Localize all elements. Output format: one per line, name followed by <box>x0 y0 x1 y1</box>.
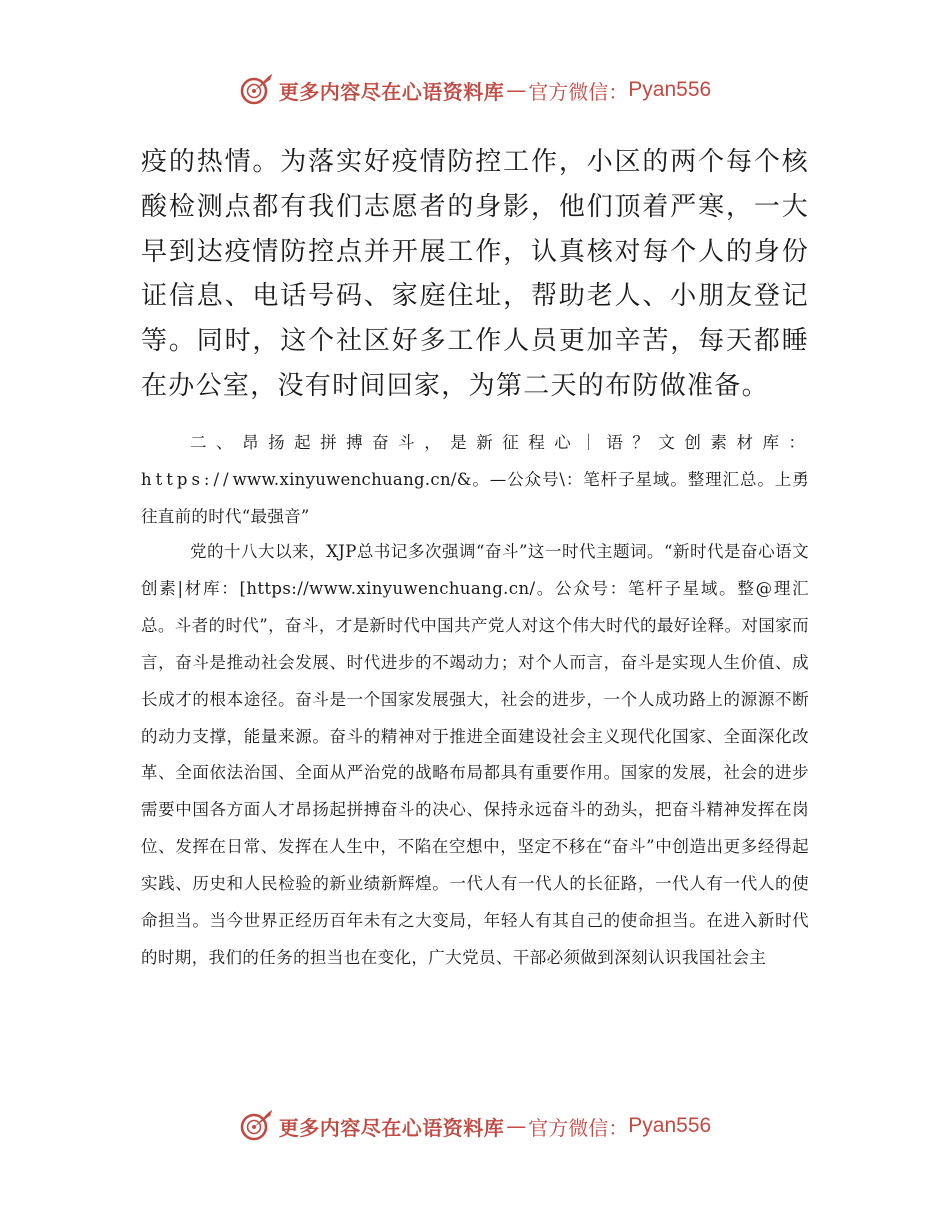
quill-logo-icon <box>239 1109 273 1143</box>
quill-logo-icon <box>239 73 273 107</box>
banner-wechat-label: 官方微信： <box>528 1115 629 1140</box>
section-heading-2-line-1: 二、昂扬起拼搏奋斗，是新征程心｜语？文创素材库：https:// <box>141 433 809 489</box>
banner-slogan: 更多内容尽在心语资料库 <box>278 1115 505 1140</box>
banner-separator: — <box>506 1114 527 1138</box>
section-heading-2-rest: www.xinyuwenchuang.cn/&。—公众号\：笔杆子星域。整理汇总。上勇往直前的时代“最强音” <box>141 470 809 526</box>
header-banner <box>0 70 950 110</box>
banner-wechat-label: 官方微信： <box>528 79 629 104</box>
banner-wechat-id: Pyan556 <box>628 1114 712 1137</box>
banner-slogan: 更多内容尽在心语资料库 <box>278 79 505 104</box>
footer-banner <box>0 1106 950 1146</box>
paragraph-body: 党的十八大以来，XJP总书记多次强调“奋斗”这一时代主题词。“新时代是奋心语文创素|材库：[https://www.xinyuwenchuang.cn/。公众号：笔杆子星域。整@理汇总。斗者的时代”，奋斗，才是新时代中国共产党人对这个伟大时代的最好诠释。对国家而言，奋斗是推动社会发展、时代进步的不竭动力；对个人而言，奋斗是实现人生价值、成长成才的根本途径。奋斗是一个国家发展强大，社会的进步，一个人成功路上的源源不断的动力支撑，能量来源。奋斗的精神对于推进全面建设社会主义现代化国家、全面深化改革、全面依法治国、全面从严治党的战略布局都具有重要作用。国家的发展，社会的进步需要中国各方面人才昂扬起拼搏奋斗的决心、保持永远奋斗的劲头，把奋斗精神发挥在岗位、发挥在日常、发挥在人生中，不陷在空想中，坚定不移在“奋斗”中创造出更多经得起实践、历史和人民检验的新业绩新辉煌。一代人有一代人的长征路，一代人有一代人的使命担当。当今世界正经历百年未有之大变局，年轻人有其自己的使命担当。在进入新时代的时期，我们的任务的担当也在变化，广大党员、干部必须做到深刻认识我国社会主 <box>141 542 809 967</box>
section-heading-2 <box>141 424 809 535</box>
paragraph-continued: 疫的热情。为落实好疫情防控工作，小区的两个每个核酸检测点都有我们志愿者的身影，他们顶着严寒，一大早到达疫情防控点并开展工作，认真核对每个人的身份证信息、电话号码、家庭住址，帮助老人、小朋友登记等。同时，这个社区好多工作人员更加辛苦，每天都睡在办公室，没有时间回家，为第二天的布防做准备。 <box>141 147 809 401</box>
banner-separator: — <box>506 78 527 102</box>
banner-wechat-id: Pyan556 <box>628 78 712 101</box>
